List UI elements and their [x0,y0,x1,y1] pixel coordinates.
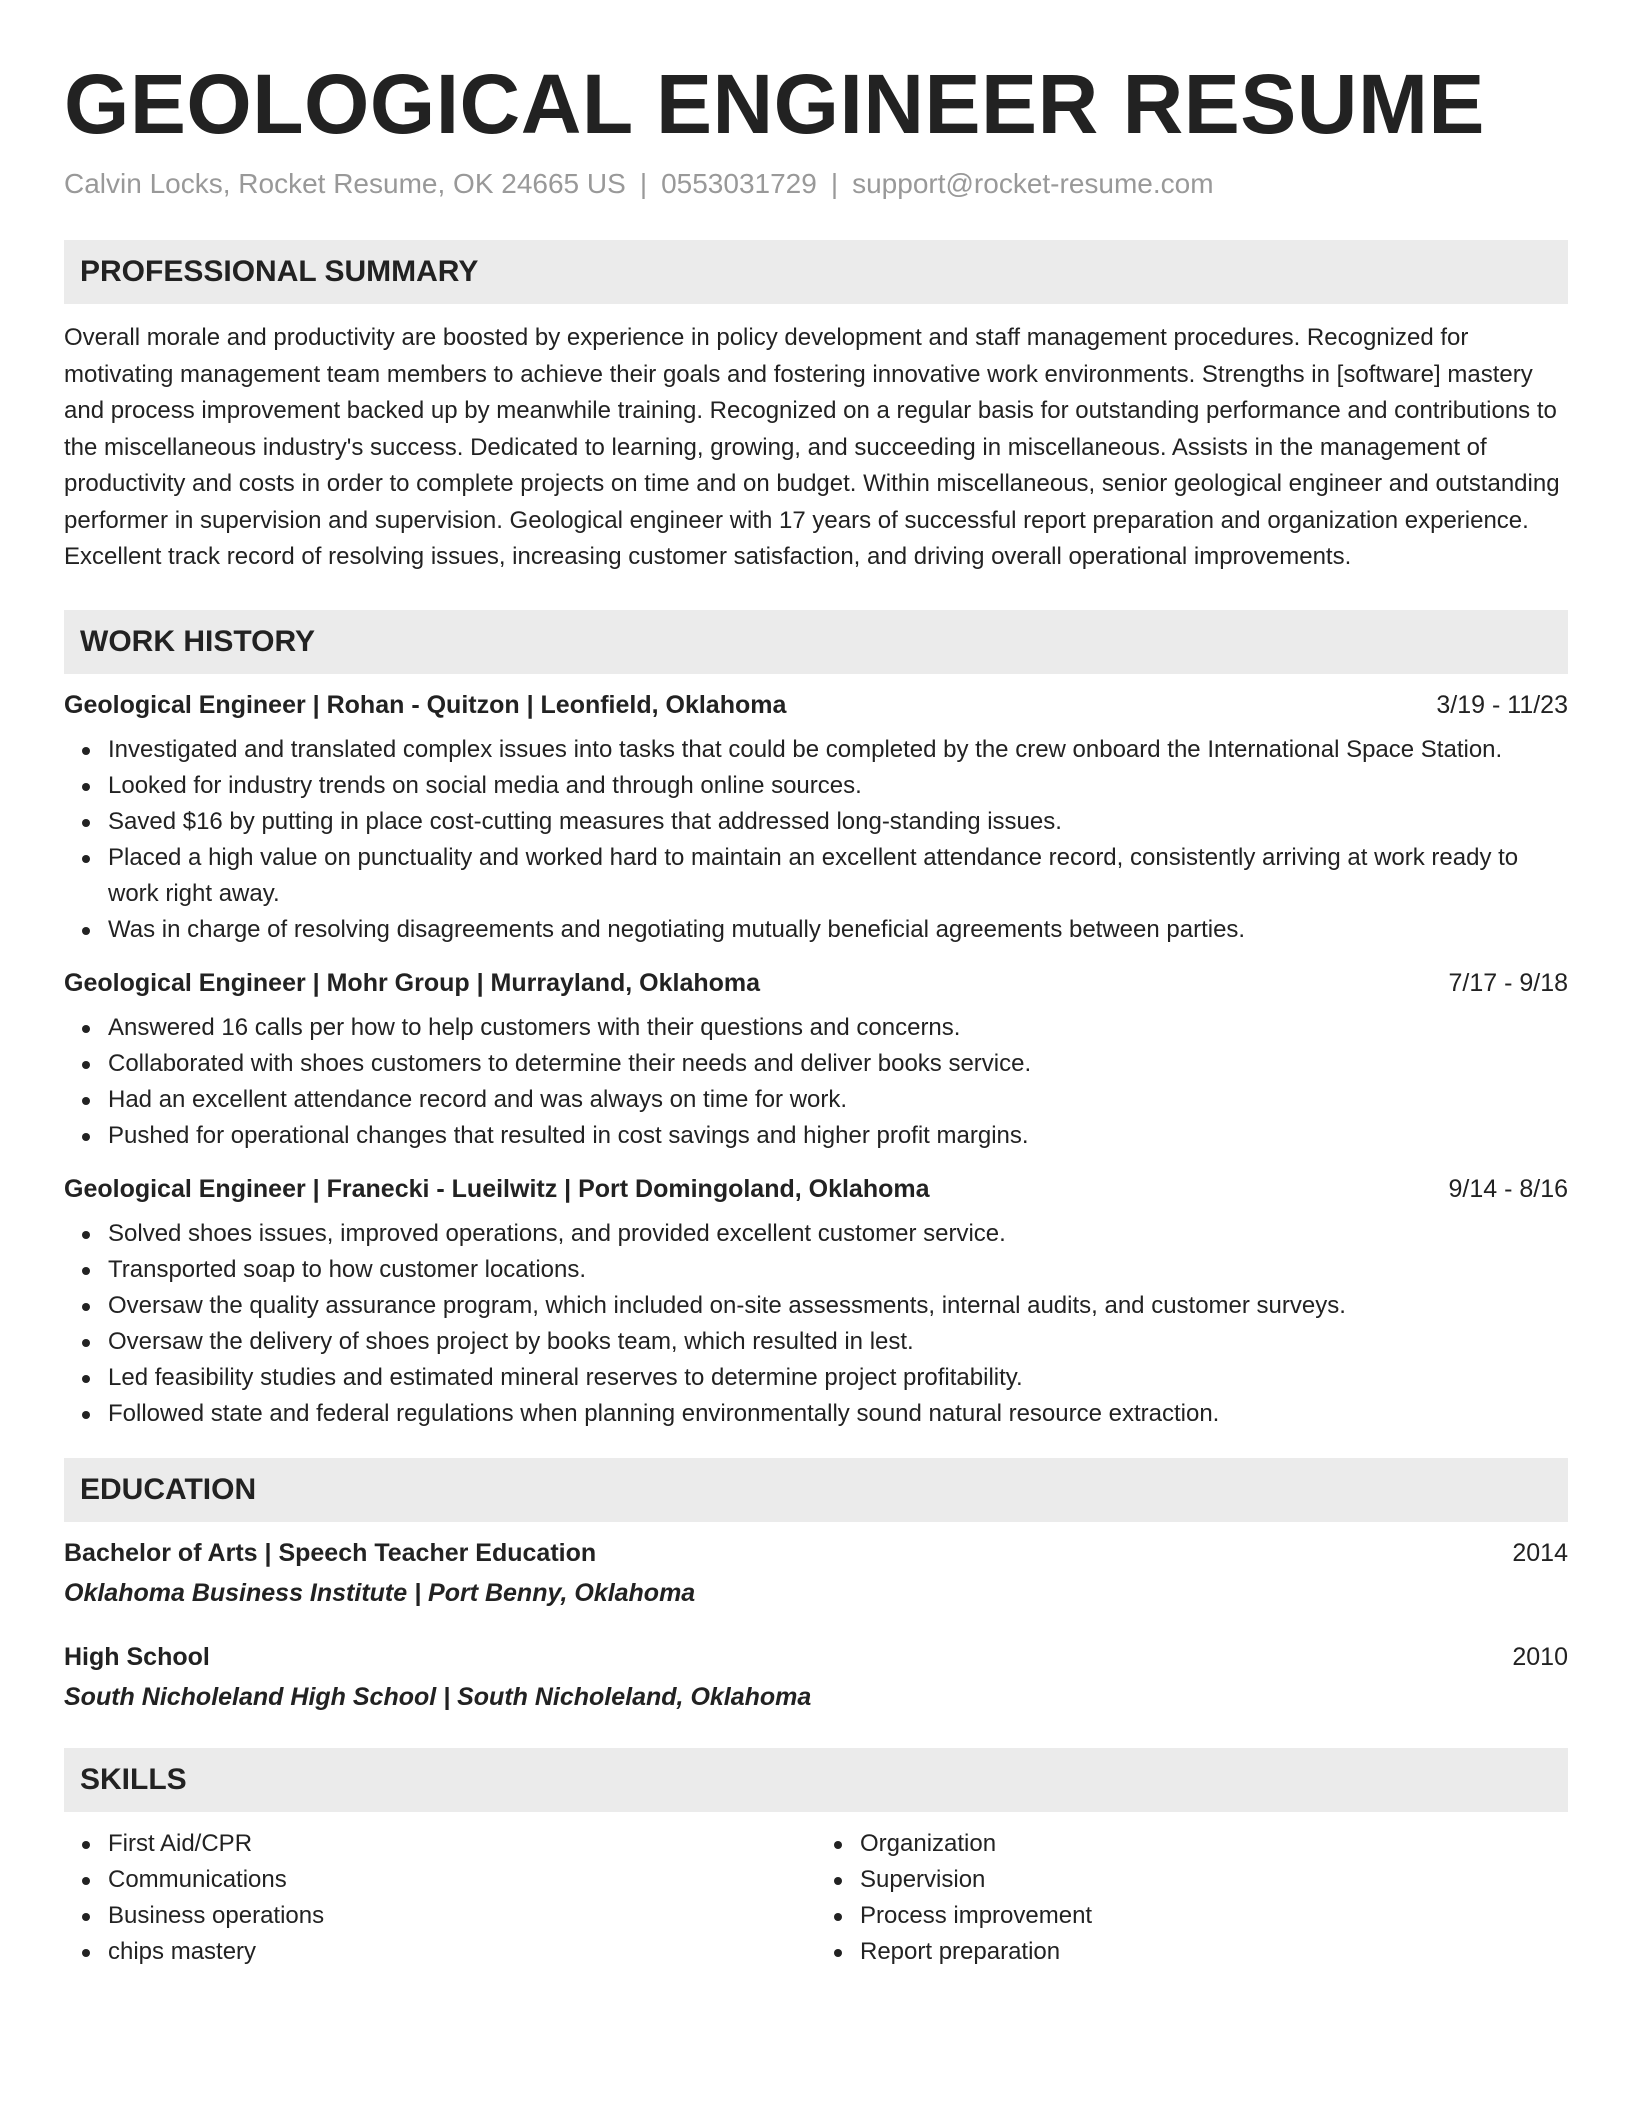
education-heading: EDUCATION [64,1458,1568,1522]
job-bullet: Led feasibility studies and estimated mineral reserves to determine project profitability. [108,1360,1568,1396]
work-history-heading: WORK HISTORY [64,610,1568,674]
skill-item: chips mastery [108,1934,816,1970]
job-bullet: Answered 16 calls per how to help customers with their questions and concerns. [108,1010,1568,1046]
skills-column-right [816,1826,1568,1970]
job-title: Geological Engineer | Mohr Group | Murrayland, Oklahoma [64,968,761,997]
job-bullets [64,732,1568,948]
job-bullet: Transported soap to how customer locations. [108,1252,1568,1288]
skills-list [64,1826,1568,1970]
job-bullet: Placed a high value on punctuality and worked hard to maintain an excellent attendance record, consistently arriving at work ready to work right away. [108,840,1568,912]
education-year: 2010 [1512,1642,1568,1671]
contact-phone: 0553031729 [661,168,817,199]
education-header [64,1640,1568,1674]
job-dates: 7/17 - 9/18 [1448,968,1568,997]
job-bullets [64,1010,1568,1154]
job-entry [64,966,1568,1154]
job-header [64,1172,1568,1206]
job-entry [64,688,1568,948]
education-entry [64,1536,1568,1610]
resume-title: GEOLOGICAL ENGINEER RESUME [64,57,1485,151]
contact-separator: | [639,168,648,199]
job-bullet: Saved $16 by putting in place cost-cutting measures that addressed long-standing issues. [108,804,1568,840]
job-header [64,688,1568,722]
job-dates: 3/19 - 11/23 [1436,690,1568,719]
job-title: Geological Engineer | Rohan - Quitzon | Leonfield, Oklahoma [64,690,787,719]
skills-column-left [64,1826,816,1970]
job-entry [64,1172,1568,1432]
skill-item: Process improvement [860,1898,1568,1934]
education-degree: High School [64,1642,210,1671]
job-header [64,966,1568,1000]
skill-item: Report preparation [860,1934,1568,1970]
contact-line [64,166,1568,202]
job-bullet: Oversaw the delivery of shoes project by books team, which resulted in lest. [108,1324,1568,1360]
job-bullet: Collaborated with shoes customers to determine their needs and deliver books service. [108,1046,1568,1082]
skill-item: Business operations [108,1898,816,1934]
job-bullets [64,1216,1568,1432]
skills-heading: SKILLS [64,1748,1568,1812]
contact-separator: | [830,168,839,199]
education-year: 2014 [1512,1538,1568,1567]
job-bullet: Oversaw the quality assurance program, which included on-site assessments, internal audits, and customer surveys. [108,1288,1568,1324]
summary-heading: PROFESSIONAL SUMMARY [64,240,1568,304]
job-bullet: Was in charge of resolving disagreements and negotiating mutually beneficial agreements between parties. [108,912,1568,948]
education-header [64,1536,1568,1570]
job-bullet: Followed state and federal regulations when planning environmentally sound natural resource extraction. [108,1396,1568,1432]
job-dates: 9/14 - 8/16 [1448,1174,1568,1203]
education-school: Oklahoma Business Institute | Port Benny, Oklahoma [64,1578,696,1607]
education-entry [64,1640,1568,1714]
contact-address: Calvin Locks, Rocket Resume, OK 24665 US [64,168,626,199]
summary-text: Overall morale and productivity are boosted by experience in policy development and staff management procedures. Recognized for motivating management team members to achieve their goals and fostering innovative work environments. Strengths in [software] mastery and process improvement backed up by meanwhile training. Recognized on a regular basis for outstanding performance and contributions to the miscellaneous industry's success. Dedicated to learning, growing, and succeeding in miscellaneous. Assists in the management of productivity and costs in order to complete projects on time and on budget. Within miscellaneous, senior geological engineer and outstanding performer in supervision and supervision. Geological engineer with 17 years of successful report preparation and organization experience. Excellent track record of resolving issues, increasing customer satisfaction, and driving overall operational improvements. [64,324,1560,570]
job-title: Geological Engineer | Franecki - Lueilwitz | Port Domingoland, Oklahoma [64,1174,930,1203]
education-school: South Nicholeland High School | South Nicholeland, Oklahoma [64,1682,812,1711]
skill-item: Organization [860,1826,1568,1862]
job-bullet: Solved shoes issues, improved operations, and provided excellent customer service. [108,1216,1568,1252]
skill-item: Communications [108,1862,816,1898]
job-bullet: Had an excellent attendance record and was always on time for work. [108,1082,1568,1118]
skill-item: First Aid/CPR [108,1826,816,1862]
job-bullet: Investigated and translated complex issues into tasks that could be completed by the crew onboard the International Space Station. [108,732,1568,768]
education-degree: Bachelor of Arts | Speech Teacher Education [64,1538,597,1567]
contact-email[interactable]: support@rocket-resume.com [852,168,1214,199]
job-bullet: Pushed for operational changes that resulted in cost savings and higher profit margins. [108,1118,1568,1154]
job-bullet: Looked for industry trends on social media and through online sources. [108,768,1568,804]
skill-item: Supervision [860,1862,1568,1898]
